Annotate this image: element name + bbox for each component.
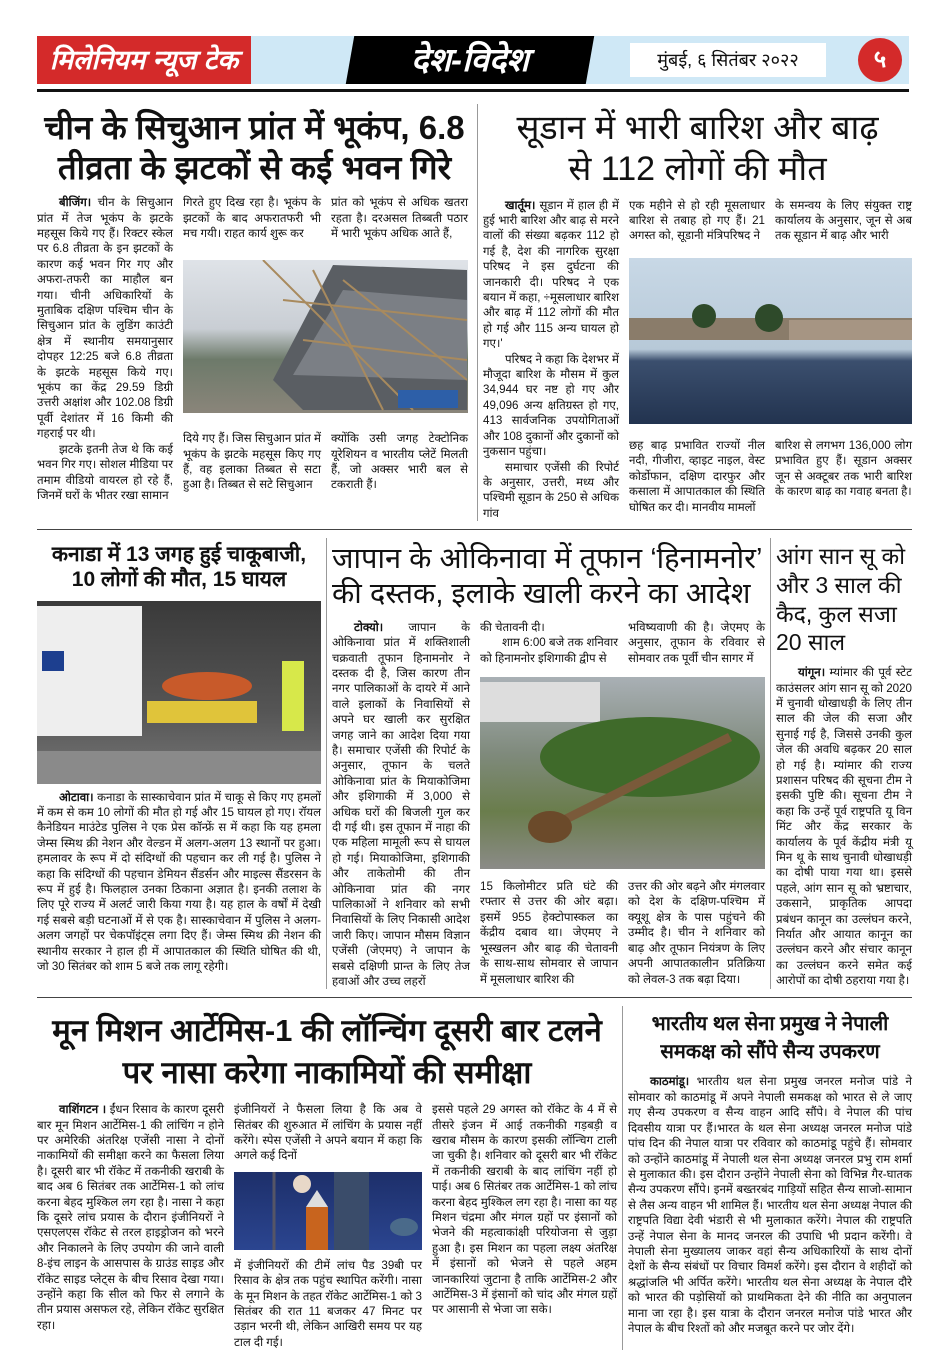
section-title-text: देश-विदेश <box>411 41 529 78</box>
headline-line: मून मिशन आर्टेमिस-1 की लॉन्चिंग दूसरी बार टलने <box>52 1013 602 1049</box>
issue-date: मुंबई, ६ सितंबर २०२२ <box>630 43 826 77</box>
dateline: खार्तूम। <box>505 198 536 212</box>
sudan-col-3-bottom: बारिश से लगभग 136,000 लोग प्रभावित हुए हैं। सूडान अक्सर जून से अक्टूबर तक भारी बारिश के कारण बाढ़ का गवाह बनता है। <box>775 439 912 499</box>
suukyi-article <box>776 538 912 989</box>
sudan-col-1 <box>483 198 619 522</box>
article-text: जापान के ओकिनावा प्रांत में शक्तिशाली चक्रवाती तूफान हिनामनोर ने दस्तक दी है, जिस कारण तीन नगर पालिकाओं के दायरे में आने वाले इलाकों के निवासियों से अपने घर खाली कर सुरक्षित जगह जाने का आदेश दिया गया है। समाचार एजेंसी की रिपोर्ट के अनुसार, तूफान के चलते ओकिनावा प्रांत के मियाकोजिमा और इशिगाकी में 3,000 से अधिक घरों की बिजली गुल कर दी गई थी। इस तूफान में नाहा की एक महिला मामूली रूप से घायल हो गई। मियाकोजिमा, इशिगाकी और ताकेतोमी की तीन ओकिनावा प्रांत की नगर पालिकाओं ने शनिवार को सभी निवासियों के लिए निकासी आदेश जारी किए। जापान मौसम विज्ञान एजेंसी (जेएमए) ने जापान के सबसे दक्षिणी प्रान्त के लिए तेज हवाओं और उच्च लहरों <box>332 620 470 989</box>
page-number: ५ <box>858 38 902 82</box>
japan-headline <box>332 542 765 612</box>
section-title <box>346 36 594 84</box>
article-text: झटके इतनी तेज थे कि कई भवन गिर गए। सोशल मीडिया पर तमाम वीडियो वायरल हो रहे हैं, जिनमें घरों के भीतर रखा सामान <box>37 442 173 502</box>
masthead <box>0 0 945 96</box>
flooded-village-illustration <box>629 258 912 424</box>
artemis-article <box>37 1006 617 1350</box>
headline-line: की दस्तक, इलाके खाली करने का आदेश <box>332 577 751 610</box>
headline-line: समकक्ष को सौंपे सैन्य उपकरण <box>660 1041 880 1064</box>
artemis-headline <box>37 1010 617 1094</box>
nepal-article <box>628 1006 912 1350</box>
artemis-col-1 <box>37 1102 224 1333</box>
artemis-rocket-photo <box>234 1172 422 1250</box>
headline-line: से 112 लोगों की मौत <box>568 149 827 188</box>
artemis-col-2-bottom: में इंजीनियरों की टीमें लांच पैड 39बी पर रिसाव के क्षेत्र तक पहुंच स्थापित करेंगी। नासा के मून मिशन के तहत रॉकेट आर्टेमिस-1 को 3 सितंबर की रात 11 बजकर 47 मिनट पर उड़ान भरनी थी, लेकिन आखिरी समय पर यह टाल दी गई। <box>234 1258 422 1349</box>
article-text: भारतीय थल सेना प्रमुख जनरल मनोज पांडे ने सोमवार को काठमांडू में अपने नेपाली समकक्ष को भारत से ले जाए गए सैन्य उपकरण व सैन्य वाहन आदि सौंपे। वे नेपाल की पांच दिवसीय यात्रा पर हैं।भारत के थल सेना अध्यक्ष जनरल मनोज पांडे पांच दिन की नेपाल यात्रा पर रविवार को काठमांडू पहुंचे हैं। सोमवार को उन्होंने काठमांडू में नेपाली थल सेना अध्यक्ष जनरल प्रभु राम शर्मा से मुलाकात की। इस दौरान उन्होंने नेपाली सेना को विभिन्न गैर-घातक सैन्य उपकरण सौंपे। इनमें बख्तरबंद गाड़ियों सहित सैन्य साजो-सामान से लैस अन्य वाहन भी शामिल हैं। भारतीय थल सेना अध्यक्ष नेपाल की राष्ट्रपति विद्या देवी भंडारी से भी मुलाकात करेंगे। नेपाल की राष्ट्रपति उन्हें नेपाल सेना के मानद जनरल की उपाधि भी प्रदान करेंगी। वे नेपाली सेना मुख्यालय जाकर वहां सैन्य अधिकारियों के साथ दोनों देशों के सैन्य संबंधों पर विचार विमर्श करेंगे। इस दौरान वे शहीदों को श्रद्धांजलि भी अर्पित करेंगे। भारतीय थल सेना अध्यक्ष के नेपाल दौरे को भारत की पड़ोसियों को प्राथमिकता देने की नीति का अनुपालन माना जा रहा है। इस यात्रा के दौरान जनरल मनोज पांडे भारत और नेपाल के बीच रिश्तों को और मजबूत करने पर जोर देंगे। <box>628 1075 912 1335</box>
sudan-col-3-top: के समन्वय के लिए संयुक्त राष्ट्र कार्यालय के अनुसार, जून से अब तक सूडान में बाढ़ और भारी <box>775 198 912 243</box>
nepal-body <box>628 1074 912 1336</box>
headline-line: भारतीय थल सेना प्रमुख ने नेपाली <box>651 1013 889 1036</box>
china-article <box>37 104 472 521</box>
article-text: शाम 6:00 बजे तक शनिवार को हिनामनोर इशिगाकी द्वीप से <box>480 636 618 665</box>
masthead-rule <box>37 89 909 92</box>
dateline: काठमांडू। <box>650 1075 690 1089</box>
headline-line: 10 लोगों की मौत, 15 घायल <box>71 568 287 592</box>
china-col-2-top: गिरते हुए दिख रहा है। भूकंप के झटकों के बाद अफरातफरी भी मच गयी। राहत कार्य शुरू कर <box>183 196 321 240</box>
column-divider <box>622 1006 623 1350</box>
japan-col-3-bottom: उत्तर की ओर बढ़ने और मंगलवार को देश के दक्षिण-पश्चिम में क्यूशू क्षेत्र के पास पहुंचने की उम्मीद है। चीन ने शनिवार को बाढ़ और तूफान नियंत्रण के लिए अपनी आपातकालीन प्रतिक्रिया को लेवल-3 तक बढ़ा दिया। <box>628 880 765 986</box>
column-divider <box>770 538 771 989</box>
dateline: बीजिंग। <box>59 196 92 210</box>
top-stories-row <box>37 96 912 529</box>
artemis-col-3: इससे पहले 29 अगस्त को रॉकेट के 4 में से तीसरे इंजन में आई तकनीकी गड़बड़ी व खराब मौसम के कारण इसकी लॉन्चिग टाली जा चुकी है। शनिवार को दूसरी बार भी रॉकेट में तकनीकी खराबी के बाद लांचिंग नहीं हो पाई। अब 6 सितंबर तक आर्टेमिस-1 को लांच करना बेहद मुश्किल लग रहा है। नासा का यह मिशन चंद्रमा और मंगल ग्रहों पर इंसानों को भेजने की महत्वाकांक्षी परियोजना से जुड़ा हुआ है। इस मिशन का पहला लक्ष्य अंतरिक्ष में इंसानों को भेजने से पहले अहम जानकारियां जुटाना है ताकि आर्टेमिस-2 और आर्टेमिस-3 में इंसानों को चांद और मंगल ग्रहों पर आसानी से भेजा जा सके। <box>432 1103 617 1317</box>
newspaper-logo: मिलेनियम न्यूज टेक <box>37 36 251 84</box>
sudan-col-2-top: एक महीने से हो रही मूसलाधार बारिश से तबाह हो गए हैं। 21 अगस्त को, सूडानी मंत्रिपरिषद ने <box>629 198 765 243</box>
canada-paramedics-photo <box>37 601 321 784</box>
article-text: समाचार एजेंसी की रिपोर्ट के अनुसार, उत्तरी, मध्य और पश्चिमी सूडान के 250 से अधिक गांव <box>483 460 619 520</box>
nepal-headline <box>628 1010 912 1066</box>
typhoon-fallen-tree-photo <box>480 677 765 869</box>
china-col-2-bottom: दिये गए हैं। जिस सिचुआन प्रांत में भूकंप के झटके महसूस किए गए हैं, वह इलाका तिब्बत से सटा हुआ है। तिब्बत से सटे सिचुआन <box>183 432 321 492</box>
canada-headline <box>37 542 321 592</box>
article-text: कनाडा के सास्काचेवान प्रांत में चाकू से किए गए हमलों में कम से कम 10 लोगों की मौत हो गई और 15 घायल हो गए। रॉयल कैनेडियन माउंटेड पुलिस ने एक प्रेस कॉन्फ्रें स में कहा कि यह हमला जेम्स स्मिथ क्री नेशन और वेल्डन में अलग-अलग 13 स्थानों पर हुआ। हमलावर के रूप में दो संदिग्धों की पहचान कर ली गई है। पुलिस ने कहा कि संदिग्धों की पहचान डेमियन सैंडर्सन और माइल्स सैंडरसन के रूप में हुई है। फिलहाल उनका ठिकाना अज्ञात है। इनकी तलाश के लिए पूरे राज्य में अलर्ट जारी किया गया है। यह हाल के वर्षों में देखी गई सबसे बड़ी घटनाओं में से एक है। सास्काचेवान में पुलिस ने अलग-अलग जगहों पर चेकपॉइंट्स लगा दिए हैं। जेम्स स्मिथ क्री नेशन की स्थानीय सरकार ने हाल ही में आपातकाल की स्थिति घोषित की थी, जो 30 सितंबर को शाम 5 बजे तक लागू रहेगी। <box>37 790 321 973</box>
article-text: चीन के सिचुआन प्रांत में तेज भूकंप के झटके महसूस किये गए हैं। रिक्टर स्केल पर 6.8 तीव्रता के इन झटकों के कारण कई भवन गिर गए और अफरा-तफरी का माहौल बन गया। चीनी अधिकारियों के मुताबिक दक्षिण पश्चिम चीन के सिचुआन प्रांत के लुडिंग काउंटी क्षेत्र में स्थानीय समयानुसार दोपहर 12:25 बजे 6.8 तीव्रता के झटके महसूस किये गए। भूकंप का केंद्र 29.59 डिग्री उत्तरी अक्षांश और 102.08 डिग्री पूर्वी देशांतर में 16 किमी की गहराई पर थी। <box>37 196 173 441</box>
headline-line: कनाडा में 13 जगह हुई चाकूबाजी, <box>51 543 307 567</box>
bottom-stories-row <box>37 997 912 1358</box>
article-text: परिषद ने कहा कि देशभर में मौजूदा बारिश के मौसम में कुल 34,944 घर नष्ट हो गए और 49,096 अन्य क्षतिग्रस्त हो गए, 413 सार्वजनिक उपयोगिताओं और 108 दुकानों और दुकानों को नुकसान पहुंचा। <box>483 352 619 459</box>
headline-line: जापान के ओकिनावा में तूफान ‘हिनामनोर’ <box>332 543 763 576</box>
dateline: ओटावा। <box>59 790 94 804</box>
collapsed-building-illustration <box>183 260 467 413</box>
japan-col-1 <box>332 620 470 990</box>
china-col-3-bottom: क्योंकि उसी जगह टेक्टोनिक यूरेशियन व भारतीय प्लेटें मिलती हैं, जो अक्सर भारी बल से टकराती हैं। <box>331 432 468 492</box>
sudan-headline <box>483 108 912 190</box>
japan-article <box>332 538 765 989</box>
japan-col-3-top: भविष्यवाणी की है। जेएमए के अनुसार, तूफान के रविवार से सोमवार तक पूर्वी चीन सागर में <box>628 620 765 665</box>
fallen-tree-illustration <box>480 677 765 869</box>
japan-col-2-bottom: 15 किलोमीटर प्रति घंटे की रफ्तार से उत्तर की ओर बढ़ा। इसमें 955 हेक्टोपास्कल का केंद्रीय दबाव था। जेएमए ने भूस्खलन और बाढ़ की चेतावनी के साथ-साथ सोमवार से जापान में मूसलाधार बारिश की <box>480 880 618 986</box>
dateline: वाशिंगटन । <box>59 1103 107 1117</box>
headline-line: चीन के सिचुआन प्रांत में भूकंप, 6.8 <box>44 109 465 146</box>
china-headline <box>37 108 472 187</box>
dateline: यांगून। <box>798 666 826 680</box>
suukyi-body <box>776 665 912 989</box>
china-col-1 <box>37 195 173 503</box>
article-text: ईंधन रिसाव के कारण दूसरी बार मून मिशन आर्टेमिस-1 की लांचिंग न होने पर अमेरिकी अंतरिक्ष एजेंसी नासा ने दोनों नाकामियों की समीक्षा करने का फैसला लिया है। दूसरी बार भी रॉकेट में तकनीकी खराबी के बाद अब 6 सितंबर तक आर्टेमिस-1 को लांच करना बेहद मुश्किल लग रहा है। नासा ने कहा कि दूसरे लांच प्रयास के दौरान इंजीनियरों ने एसएलएस रॉकेट से तरल हाइड्रोजन को भरने और निकालने के लिए उपयोग की जाने वाली 8-इंच लाइन के आसपास के ग्राउंड साइड और रॉकेट साइड प्लेट्स के बीच रिसाव देखा गया। उन्होंने कहा कि सील को फिर से लगाने के तीन प्रयास असफल रहे, लेकिन रॉकेट सुरक्षित रहा। <box>37 1103 224 1332</box>
canada-body <box>37 790 321 975</box>
article-text: की चेतावनी दी। <box>480 620 545 634</box>
article-text: सूडान में हाल ही में हुई भारी बारिश और बाढ़ से मरने वालों की संख्या बढ़कर 112 हो गई है, देश की नागरिक सुरक्षा परिषद ने इस दुर्घटना की जानकारी दी। परिषद ने एक बयान में कहा, ÷मूसलाधार बारिश और बाढ़ में 112 लोगों की मौत हो गई और 115 अन्य घायल हो गए।' <box>483 198 620 351</box>
middle-stories-row <box>37 529 912 997</box>
article-text: म्यांमार की पूर्व स्टेट काउंसलर आंग सान सू को 2020 में चुनावी धोखाधड़ी के लिए तीन साल की जेल की सजा और सुनाई गई है, जिससे उनकी कुल जेल की अवधि बढ़कर 20 साल हो गई है। म्यांमार की राज्य प्रशासन परिषद की सूचना टीम ने इसकी पुष्टि की। सूचना टीम ने कहा कि उन्हें पूर्व राष्ट्रपति यू विन मिंट और केंद्र सरकार के कार्यालय के पूर्व केंद्रीय मंत्री यू मिन थू के साथ चुनावी धोखाधड़ी का दोषी पाया गया था। इससे पहले, आंग सान सू को भ्रष्टाचार, उकसाने, प्राकृतिक आपदा प्रबंधन कानून का उल्लंघन करने, निर्यात और आयात कानून का उल्लंघन करने और संचार कानून का उल्लंघन करने समेत कई आरोपों का दोषी ठहराया गया है। <box>776 666 912 988</box>
dateline: टोक्यो। <box>354 620 384 634</box>
suukyi-headline: आंग सान सू को और 3 साल की कैद, कुल सजा 20 साल <box>776 543 906 656</box>
artemis-col-2-top: इंजीनियरों ने फैसला लिया है कि अब वे सितंबर की शुरुआत में लांचिंग के प्रयास नहीं करेंगे। स्पेस एजेंसी ने अपने बयान में कहा कि अगले कई दिनों <box>234 1103 422 1163</box>
china-col-3-top: प्रांत को भूकंप से अधिक खतरा रहता है। दरअसल तिब्बती पठार में भारी भूकंप अधिक आते हैं, <box>331 196 468 240</box>
japan-col-2-top <box>480 620 618 666</box>
column-divider <box>477 104 478 521</box>
canada-article <box>37 538 321 989</box>
column-divider <box>326 538 327 989</box>
sudan-flood-photo <box>629 258 912 424</box>
sudan-col-2-bottom: छह बाढ़ प्रभावित राज्यों नील नदी, गीजीरा, व्हाइट नाइल, वेस्ट कोर्डोफान, दक्षिण दारफुर और कसाला में आपातकाल की स्थिति घोषित कर दी। मानवीय मामलों <box>629 439 765 514</box>
sudan-article <box>483 104 912 521</box>
ambulance-stretcher-illustration <box>37 601 321 784</box>
headline-line: पर नासा करेगा नाकामियों की समीक्षा <box>122 1055 532 1091</box>
headline-line: तीव्रता के झटकों से कई भवन गिरे <box>57 148 452 186</box>
earthquake-collapsed-building-photo <box>183 260 468 413</box>
rocket-launchpad-illustration <box>234 1172 422 1250</box>
headline-line: सूडान में भारी बारिश और बाढ़ <box>516 109 879 147</box>
